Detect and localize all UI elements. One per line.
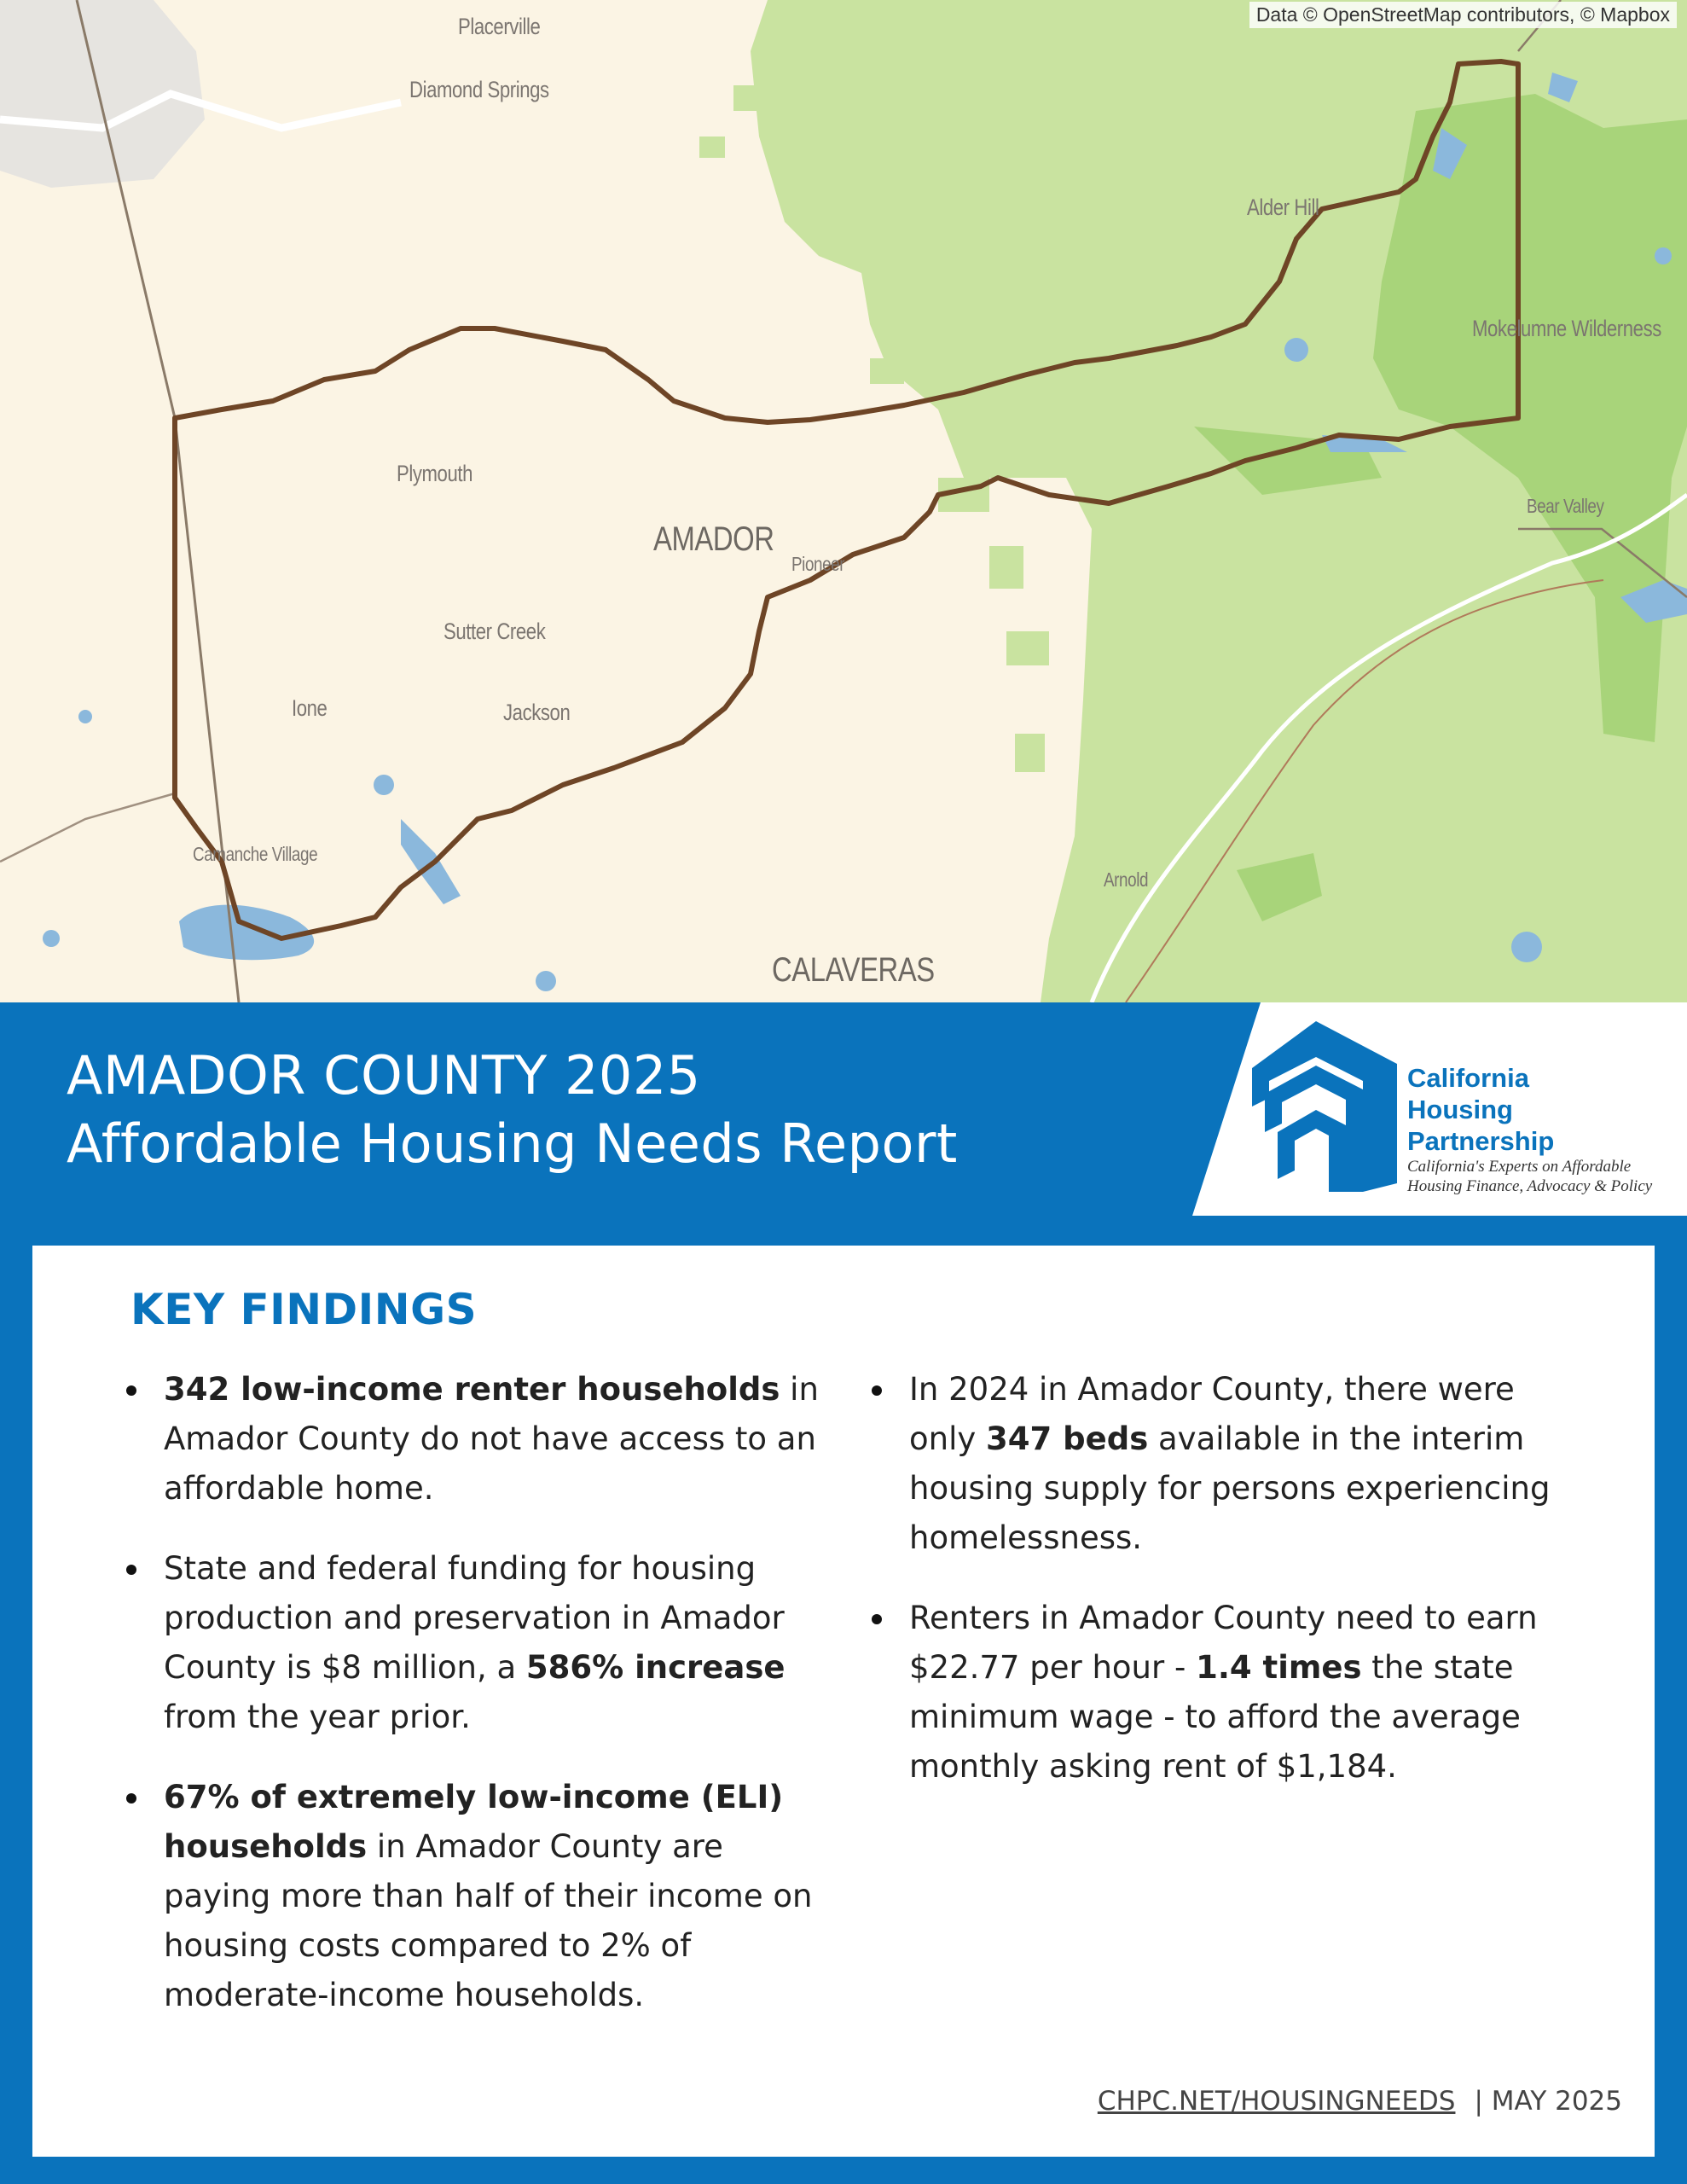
bullet-icon xyxy=(126,1385,136,1396)
finding-text: from the year prior. xyxy=(164,1699,471,1735)
finding-highlight: 1.4 times xyxy=(1196,1649,1362,1686)
place-label-arnold: Arnold xyxy=(1104,868,1149,891)
finding-text: State and federal funding for housing production and preservation in Amador County is $8 million, a xyxy=(164,1550,785,1686)
place-label-mokelumne-wilderness: Mokelumne Wilderness xyxy=(1472,316,1661,341)
house-mark-icon xyxy=(1235,1021,1397,1192)
bullet-icon xyxy=(872,1385,882,1396)
county-label-calaveras: CALAVERAS xyxy=(772,951,935,989)
org-tagline-line1: California's Experts on Affordable xyxy=(1407,1158,1632,1176)
findings-left-column xyxy=(97,1365,831,2051)
place-label-jackson: Jackson xyxy=(503,700,571,725)
place-label-pioneer: Pioneer xyxy=(791,553,845,575)
map-attribution[interactable]: Data © OpenStreetMap contributors, © Mapbox xyxy=(1249,2,1677,28)
report-title xyxy=(67,1042,958,1178)
org-name-line3: Partnership xyxy=(1407,1126,1555,1156)
bullet-icon xyxy=(126,1793,136,1804)
housing-needs-link[interactable]: CHPC.NET/HOUSINGNEEDS xyxy=(1097,2086,1456,2117)
finding-highlight: 586% increase xyxy=(525,1649,786,1686)
findings-right-column xyxy=(843,1365,1576,1822)
finding-renter-wage xyxy=(843,1594,1576,1792)
place-label-alder-hill: Alder Hill xyxy=(1247,195,1319,220)
report-title-line2: Affordable Housing Needs Report xyxy=(67,1112,958,1175)
org-tagline xyxy=(1407,1157,1652,1196)
bullet-icon xyxy=(126,1565,136,1575)
finding-funding-increase xyxy=(97,1544,831,1742)
finding-interim-beds xyxy=(843,1365,1576,1563)
place-label-placerville: Placerville xyxy=(458,14,541,39)
finding-highlight: 347 beds xyxy=(986,1420,1149,1457)
finding-unaffordable-households xyxy=(97,1365,831,1513)
county-map xyxy=(0,0,1687,1002)
org-name-line1: California xyxy=(1407,1063,1529,1093)
bullet-icon xyxy=(872,1614,882,1624)
finding-text: the state minimum wage - to afford the average monthly asking rent of $1,184. xyxy=(909,1649,1521,1785)
finding-text: available in the interim housing supply for persons experiencing homelessness. xyxy=(909,1420,1551,1556)
place-label-ione: Ione xyxy=(292,695,328,721)
publication-date: | MAY 2025 xyxy=(1474,2086,1622,2117)
org-name xyxy=(1407,1062,1554,1157)
finding-text: in Amador County are paying more than half of their income on housing costs compared to 2% of moderate-income households. xyxy=(164,1828,813,2013)
chpc-logo xyxy=(1192,1002,1687,1216)
county-label-amador: AMADOR xyxy=(653,520,774,558)
finding-text: Renters in Amador County need to earn $22.77 per hour - xyxy=(909,1600,1538,1686)
title-banner xyxy=(0,1002,1687,1250)
finding-text: In 2024 in Amador County, there were only xyxy=(909,1371,1515,1457)
key-findings-card xyxy=(32,1246,1655,2157)
finding-eli-cost-burden xyxy=(97,1773,831,2020)
finding-text: in Amador County do not have access to an affordable home. xyxy=(164,1371,819,1507)
finding-highlight: 67% of extremely low-income (ELI) households xyxy=(164,1779,784,1865)
place-label-plymouth: Plymouth xyxy=(397,461,473,486)
key-findings-heading: KEY FINDINGS xyxy=(130,1285,478,1334)
footer xyxy=(1098,2086,1622,2117)
report-title-line1: AMADOR COUNTY 2025 xyxy=(67,1044,701,1107)
place-label-camanche-village: Camanche Village xyxy=(193,843,318,865)
org-name-line2: Housing xyxy=(1407,1095,1513,1124)
place-label-sutter-creek: Sutter Creek xyxy=(443,619,546,644)
finding-highlight: 342 low-income renter households xyxy=(164,1371,780,1408)
org-tagline-line2: Housing Finance, Advocacy & Policy xyxy=(1407,1177,1653,1195)
place-label-bear-valley: Bear Valley xyxy=(1527,495,1604,517)
place-label-diamond-springs: Diamond Springs xyxy=(409,77,549,102)
